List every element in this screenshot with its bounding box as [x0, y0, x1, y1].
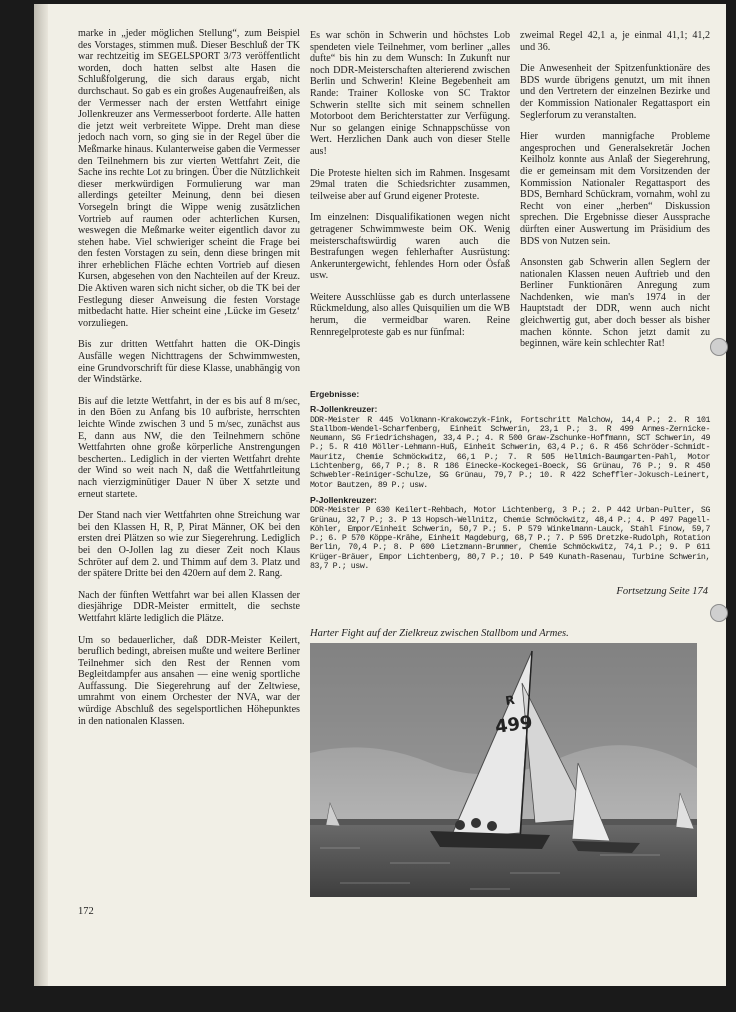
- paragraph: zweimal Regel 42,1 a, je einmal 41,1; 41,2 und 36.: [520, 30, 710, 53]
- binder-hole: [710, 338, 728, 356]
- p-class-heading: P-Jollenkreuzer:: [310, 494, 377, 505]
- paragraph: Um so bedauerlicher, daß DDR-Meister Keilert, beruflich bedingt, abreisen mußte und weitere Berliner Teilnehmer sich den Rest der Rennen vom Begleitdampfer aus ansahen — eine wenig sportliche Auffassung. Die Siegerehrung auf der Zeltwiese, umrahmt von einem Orchester der NVA, war der würdige Abschluß des segelsportlichen Höhepunktes in den nationalen Klassen.: [78, 634, 300, 727]
- paragraph: Es war schön in Schwerin und höchstes Lob spendeten viele Teilnehmer, vom berliner „alles dufte“ bis hin zu dem Wunsch: In Zukunft nur noch DDR-Meisterschaften alterierend zwischen Berlin und Schwerin! Kleine Begebenheit am Rande: Trainer Kolloske von SC Traktor Schwerin stellte sich mit seinem schnellen Motorboot dem Berichterstatter zur Verfügung. Nur so gelangen einige Schnappschüsse von Wert. Herzlichen Dank auch von dieser Stelle aus!: [310, 30, 510, 157]
- paragraph: Der Stand nach vier Wettfahrten ohne Streichung war bei den Klassen H, R, P, Pirat Männer, OK bei den ersten drei Plätzen so wie zur Siegerehrung. Lediglich bei den O-Jollen lag zu dieser Zeit noch Klaus Schröter auf dem 2. und Thimm auf dem 3. Platz und der spätere Dritte bei den 420ern auf dem 2. Rang.: [78, 510, 300, 580]
- paragraph: Im einzelnen: Disqualifikationen wegen nicht getragener Schwimmweste beim OK. Wenig meisterschaftswürdig waren auch die Bestrafungen wegen fehlerhafter Ausrüstung: Ankeruntergewicht, fehlendes Horn oder Ösfaß usw.: [310, 212, 510, 282]
- r-class-heading: R-Jollenkreuzer:: [310, 404, 378, 415]
- page-spine: [34, 4, 48, 986]
- r-class-results: DDR-Meister R 445 Volkmann-Krakowczyk-Fink, Fortschritt Malchow, 14,4 P.; 2. R 101 Stallbom-Wendel-Scharfenberg, Einheit Schwerin, 23,1 P.; 3. R 499 Armes-Zernicke-Neumann, SG Friedrichshagen, 33,4 P.; 4. R 500 Graw-Zschunke-Hoffmann, SCT Schwerin, 49 P.; 5. R 410 Möller-Lehmann-Huß, Einheit Schwerin, 63,4 P.; 6. R 456 Schröder-Schmidt-Mauritz, Chemie Schmöckwitz, 66,1 P.; 7. R 505 Hellmich-Baumgarten-Pahl, Motor Lichtenberg, 66,7 P.; 8. R 186 Einecke-Kockegei-Boeck, SG Grünau, 76 P.; 9. R 450 Schwebler-Reiniger-Schulze, SG Grünau, 79,7 P.; 10. R 422 Scheffler-Jokusch-Leinert, Motor Bautzen, 89 P.; usw.: [310, 415, 710, 490]
- article-column-3: [520, 30, 710, 375]
- continuation-note: Fortsetzung Seite 174: [616, 586, 708, 597]
- paragraph: marke in „jeder möglichen Stellung“, zum Beispiel des Vorstages, stimmen muß. Dieser Beschluß der TK war rechtzeitig im SEGELSPORT 3/73 veröffentlicht worden, doch hatten selbst alte Hasen die Schlußfolgerung, die sich daraus ergab, nicht durchschaut. So gab es ein großes Augenaufreißen, als der Vermesser nach der ersten Wettfahrt einige Jollenkreuzer ans Vermesserboot forderte. Alle hatten die jetzt weit verbreitete Wippe. Dreht man diese jedoch nach vorn, so ging sie in der Regel über die Meßmarke hinaus. Kulanterweise gaben die Vermesser den Teilnehmern bis zur vierten Wettfahrt Zeit, die Sache ins rechte Lot zu bringen. Über die Nützlichkeit dieser merkwürdigen Formulierung war man allerdings geteilter Meinung, denn bei diesen Vorsegeln bringt die Wippe wenig zusätzlichen Vortrieb auf raumen oder achterlichen Kursen, weswegen die Meßmarke weiter eigentlich davor zu stehen habe. Viel schwieriger scheint die Frage bei den festen Vorstagen zu sein, denn diese bringen mit ihrer erheblichen Fläche echten Vortrieb auf diesen Kursen, abgesehen von den Nachteilen auf der Kreuz. Die Aktiven waren sich nicht sicher, ob die TK bei der Festlegung dieser Anweisung die festen Vorstage mitbedacht hatte. Hier scheint eine ‚Lücke im Gesetz‘ vorzuliegen.: [78, 28, 300, 329]
- article-column-2: [310, 30, 510, 375]
- sail-number: 499: [493, 711, 534, 738]
- paragraph: Weitere Ausschlüsse gab es durch unterlassene Rückmeldung, also alles Quisquilien um die WB herum, die vermeidbar waren. Reine Rennregelproteste gab es nur fünfmal:: [310, 291, 510, 338]
- results-heading: Ergebnisse:: [310, 389, 360, 399]
- paragraph: Bis zur dritten Wettfahrt hatten die OK-Dingis Ausfälle wegen Nichttragens der Schwimmwesten, eine Grundvorschrift für diese Klasse, unabhängig von der Windstärke.: [78, 339, 300, 386]
- paragraph: Die Proteste hielten sich im Rahmen. Insgesamt 29mal traten die Schiedsrichter zusammen, teilweise aber auf Grund eigener Proteste.: [310, 167, 510, 202]
- paragraph: Hier wurden mannigfache Probleme angesprochen und Generalsekretär Jochen Keilholz konnte aus Anlaß der Siegerehrung, die er gemeinsam mit dem Vorsitzenden der Kommission Nationaler Regattasport des BDS, Bernhard Schückram, vornahm, wohl zu Recht von einer „herben“ Diskussion sprechen. Die Ergebnisse dieser Aussprache dürften einer Auswertung im Präsidium des BDS von Nutzen sein.: [520, 131, 710, 247]
- page-number: 172: [78, 906, 94, 917]
- sailing-photo: [310, 643, 697, 897]
- paragraph: Die Anwesenheit der Spitzenfunktionäre des BDS wurde übrigens genutzt, um mit ihnen und den Vertretern der einzelnen Bezirke und der Kommission Nationaler Regattasport ein Seglerforum zu veranstalten.: [520, 63, 710, 121]
- article-column-1: [78, 28, 300, 913]
- sail-class-mark: R: [504, 692, 516, 708]
- paragraph: Nach der fünften Wettfahrt war bei allen Klassen der diesjährige DDR-Meister ermittelt, die sechste Wettfahrt klärte lediglich die Plätze.: [78, 589, 300, 624]
- paragraph: Ansonsten gab Schwerin allen Seglern der nationalen Klassen neuen Auftrieb und den Berliner Funktionären Anregung zum Nachdenken, wie man's 1974 in der Hauptstadt der DDR, wenn auch nicht gleichwertig gut, aber doch besser als bisher machen könnte. Schon jetzt damit zu beginnen, wäre kein schlechter Rat!: [520, 257, 710, 350]
- binder-hole: [710, 604, 728, 622]
- photo-caption: Harter Fight auf der Zielkreuz zwischen Stallbom und Armes.: [310, 628, 569, 639]
- p-class-results: DDR-Meister P 630 Keilert-Rehbach, Motor Lichtenberg, 3 P.; 2. P 442 Urban-Pulter, SG Grünau, 32,7 P.; 3. P 13 Hopsch-Wellnitz, Chemie Schmöckwitz, 48,4 P.; 4. P 497 Pagell-Köhler, Empor/Einheit Schwerin, 50,7 P.; 5. P 579 Winkelmann-Lauck, Stahl Finow, 59,7 P.; 6. P 570 Köppe-Krähe, Einheit Magdeburg, 68,7 P.; 7. P 595 Dretzke-Rudolph, Rotation Berlin, 70,4 P.; 8. P 600 Lietzmann-Brummer, Chemie Schmöckwitz, 74,1 P.; 9. P 611 Krüger-Bräuer, Empor Lichtenberg, 80,7 P.; 10. P 549 Kunath-Rasenau, Turbine Schwerin, 83,7 P.; usw.: [310, 506, 710, 572]
- paragraph: Bis auf die letzte Wettfahrt, in der es bis auf 8 m/sec, in den Böen zu Anfang bis 10 aufbriste, herrschten leichte Winde zwischen 3 und 5 m/sec, zunächst aus E, dann aus NW, die den Teilnehmern schöne Wettfahrten ohne große körperliche Anstrengungen bescherten.. Lediglich in der vierten Wettfahrt drehte der Wind so weit nach N, daß die Wettfahrtleitung nach vierzigminütiger Dauer N über X setzte und erneut startete.: [78, 395, 300, 500]
- results-section: [310, 384, 710, 575]
- sailing-photo-art: [310, 643, 697, 897]
